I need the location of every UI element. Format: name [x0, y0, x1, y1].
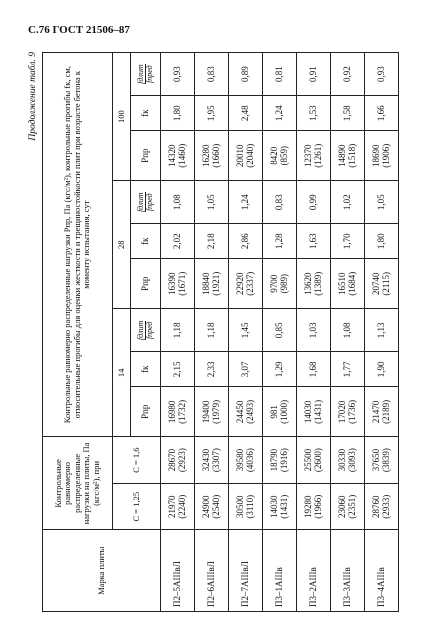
- ratio-28: 1,05: [365, 181, 399, 224]
- plate-mark: П2–7АIIIвЛ: [229, 530, 263, 612]
- table-row: [297, 53, 331, 612]
- load-c16-kgf: (2600): [312, 448, 323, 473]
- f-k-28: 1,70: [331, 224, 365, 259]
- load-c16: [229, 437, 263, 484]
- f-k-28: 1,63: [297, 224, 331, 259]
- p-pr-14-value: 21470: [370, 400, 381, 424]
- load-c16-kgf: (3093): [346, 448, 357, 473]
- ratio-14: 1,03: [297, 309, 331, 352]
- load-c16: [263, 437, 297, 484]
- p-pr-28-kgf: (1671): [176, 271, 187, 296]
- p-pr-100: [161, 131, 195, 181]
- load-c16: [297, 437, 331, 484]
- load-c16: [161, 437, 195, 484]
- p-pr-28-value: 16510: [336, 272, 347, 296]
- table-row: [365, 53, 399, 612]
- p-pr-14: [331, 387, 365, 437]
- f-k-14: 2,15: [161, 352, 195, 387]
- p-pr-100-value: 12370: [302, 144, 313, 167]
- load-c125-kgf: (2933): [380, 494, 391, 519]
- load-c16-value: 25500: [302, 448, 313, 472]
- p-pr-100-value: 20010: [234, 144, 245, 167]
- load-c125-value: 30500: [234, 495, 245, 518]
- ratio-header: [131, 181, 161, 224]
- p-pr-28-value: 9700: [268, 274, 279, 293]
- ratio-fraction: [137, 321, 154, 341]
- ratio-14: 1,45: [229, 309, 263, 352]
- table-row: [263, 53, 297, 612]
- load-c125-kgf: (2351): [346, 494, 357, 519]
- load-c16-kgf: (3839): [380, 448, 391, 473]
- table-row: [195, 53, 229, 612]
- ratio-28: 1,02: [331, 181, 365, 224]
- p-pr-header: Pпр: [131, 387, 161, 437]
- f-k-28: 1,80: [365, 224, 399, 259]
- mark-header: Марка плиты: [43, 530, 161, 612]
- plate-mark: П3–1АIIIв: [263, 530, 297, 612]
- load-c16: [195, 437, 229, 484]
- ratio-numerator: fдлит: [135, 320, 145, 341]
- ratio-100: 0,83: [195, 53, 229, 96]
- ratio-28: 1,08: [161, 181, 195, 224]
- f-k-100: 1,53: [297, 96, 331, 131]
- ratio-14: 1,13: [365, 309, 399, 352]
- p-pr-28-kgf: (1921): [210, 271, 221, 296]
- p-pr-28: [161, 259, 195, 309]
- p-pr-100-kgf: (1261): [312, 143, 323, 168]
- p-pr-100-kgf: (859): [278, 145, 289, 166]
- load-c125-value: 21970: [166, 495, 177, 518]
- ratio-100: 0,93: [365, 53, 399, 96]
- p-pr-14-kgf: (2493): [244, 399, 255, 424]
- p-pr-28-value: 13620: [302, 272, 313, 296]
- p-pr-100: [365, 131, 399, 181]
- ratio-100: 0,89: [229, 53, 263, 96]
- load-c125: [365, 483, 399, 530]
- f-k-100: 1,58: [331, 96, 365, 131]
- ratio-100: 0,92: [331, 53, 365, 96]
- p-pr-14: [365, 387, 399, 437]
- p-pr-header: Pпр: [131, 259, 161, 309]
- plate-mark: П2–5АIIIвЛ: [161, 530, 195, 612]
- p-pr-28-kgf: (1684): [346, 271, 357, 296]
- p-pr-14-kgf: (1736): [346, 399, 357, 424]
- f-k-14: 1,68: [297, 352, 331, 387]
- ratio-100: 0,93: [161, 53, 195, 96]
- p-pr-28-value: 22920: [234, 272, 245, 296]
- load-c125-kgf: (1431): [278, 494, 289, 519]
- load-c16-value: 39580: [234, 448, 245, 472]
- load-c16-value: 28670: [166, 448, 177, 472]
- f-k-header: fк: [131, 96, 161, 131]
- p-pr-28-kgf: (2115): [380, 271, 391, 296]
- p-pr-28-value: 20740: [370, 272, 381, 296]
- continuation-caption: Продолжение табл. 9: [28, 52, 38, 141]
- p-pr-100-kgf: (2040): [244, 143, 255, 168]
- p-pr-28: [297, 259, 331, 309]
- p-pr-28-value: 16390: [166, 272, 177, 296]
- data-table: [42, 52, 399, 612]
- c16-header: C = 1,6: [113, 437, 161, 484]
- f-k-14: 2,33: [195, 352, 229, 387]
- age28-header: 28: [113, 181, 131, 309]
- p-pr-100-value: 14890: [336, 144, 347, 167]
- p-pr-28: [263, 259, 297, 309]
- f-k-14: 3,07: [229, 352, 263, 387]
- ratio-14: 1,18: [161, 309, 195, 352]
- p-pr-100: [331, 131, 365, 181]
- ratio-header: [131, 53, 161, 96]
- p-pr-14: [161, 387, 195, 437]
- load-c16-kgf: (2923): [176, 448, 187, 473]
- table-row: [229, 53, 263, 612]
- age14-header: 14: [113, 309, 131, 437]
- plate-mark: П2–6АIIIвЛ: [195, 530, 229, 612]
- p-pr-28: [365, 259, 399, 309]
- ratio-28: 1,05: [195, 181, 229, 224]
- load-c125: [263, 483, 297, 530]
- load-c16-value: 18790: [268, 448, 279, 472]
- f-k-header: fк: [131, 224, 161, 259]
- load-c16-kgf: (3307): [210, 448, 221, 473]
- p-pr-14-kgf: (1431): [312, 399, 323, 424]
- page-header: С.76 ГОСТ 21506–87: [28, 24, 130, 36]
- load-c16-value: 30330: [336, 448, 347, 472]
- p-pr-28: [331, 259, 365, 309]
- p-pr-14-value: 24450: [234, 400, 245, 424]
- ratio-header: [131, 309, 161, 352]
- table-row: [161, 53, 195, 612]
- load-c125-value: 19280: [302, 495, 313, 518]
- p-pr-14-kgf: (1000): [278, 399, 289, 424]
- plate-mark: П3–4АIIIв: [365, 530, 399, 612]
- p-pr-14: [229, 387, 263, 437]
- ratio-denominator: fпред: [144, 193, 154, 212]
- f-k-14: 1,29: [263, 352, 297, 387]
- f-k-100: 1,80: [161, 96, 195, 131]
- ratio-28: 0,83: [263, 181, 297, 224]
- p-pr-14: [263, 387, 297, 437]
- main-header: Контрольные равномерно распределенные нагрузки Pпр, Па (кгс/м²), контрольные прогибы fк, см, относительные прогибы для оценки жесткости и трещиностойкости плит при возрасте бетона к моменту испытания, сут: [43, 53, 113, 437]
- p-pr-100-kgf: (1460): [176, 143, 187, 168]
- p-pr-header: Pпр: [131, 131, 161, 181]
- ratio-28: 1,24: [229, 181, 263, 224]
- p-pr-100-kgf: (1518): [346, 143, 357, 168]
- p-pr-14-value: 19400: [200, 400, 211, 424]
- ratio-100: 0,81: [263, 53, 297, 96]
- ratio-14: 1,18: [195, 309, 229, 352]
- table-row: [331, 53, 365, 612]
- ratio-denominator: fпред: [144, 321, 154, 340]
- load-c125: [161, 483, 195, 530]
- ratio-fraction: [137, 64, 154, 84]
- p-pr-28-kgf: (989): [278, 274, 289, 294]
- ratio-100: 0,91: [297, 53, 331, 96]
- p-pr-100: [263, 131, 297, 181]
- load-c125-kgf: (3110): [244, 494, 255, 519]
- f-k-14: 1,90: [365, 352, 399, 387]
- f-k-28: 2,02: [161, 224, 195, 259]
- p-pr-14: [195, 387, 229, 437]
- ratio-numerator: fдлит: [135, 192, 145, 213]
- p-pr-28-kgf: (1389): [312, 271, 323, 296]
- load-c125-value: 23060: [336, 495, 347, 518]
- p-pr-14-value: 981: [268, 405, 279, 419]
- load-c16-value: 37650: [370, 448, 381, 472]
- plate-mark: П3–2АIIIв: [297, 530, 331, 612]
- p-pr-100-value: 8420: [268, 146, 279, 165]
- p-pr-100: [297, 131, 331, 181]
- p-pr-100-value: 18690: [370, 144, 381, 167]
- ratio-fraction: [137, 193, 154, 213]
- f-k-28: 2,86: [229, 224, 263, 259]
- p-pr-100: [229, 131, 263, 181]
- load-c125-kgf: (1966): [312, 494, 323, 519]
- load-c16: [365, 437, 399, 484]
- p-pr-14-kgf: (1979): [210, 399, 221, 424]
- f-k-28: 1,28: [263, 224, 297, 259]
- load-c16-kgf: (1916): [278, 448, 289, 473]
- ratio-denominator: fпред: [144, 65, 154, 83]
- f-k-100: 1,24: [263, 96, 297, 131]
- p-pr-14: [297, 387, 331, 437]
- load-c16-kgf: (4036): [244, 448, 255, 473]
- c125-header: C = 1,25: [113, 483, 161, 530]
- control-loads-header: Контрольные равномерно распределенные нагрузки на плиты, Па (кгс/м²), при: [43, 437, 113, 530]
- load-c125-kgf: (2540): [210, 494, 221, 519]
- load-c125-value: 24900: [200, 495, 211, 518]
- ratio-28: 0,99: [297, 181, 331, 224]
- load-c16-value: 32430: [200, 448, 211, 472]
- f-k-header: fк: [131, 352, 161, 387]
- p-pr-28-kgf: (2337): [244, 271, 255, 296]
- load-c16: [331, 437, 365, 484]
- load-c125: [331, 483, 365, 530]
- p-pr-14-kgf: (1732): [176, 399, 187, 424]
- load-c125: [195, 483, 229, 530]
- p-pr-28: [195, 259, 229, 309]
- ratio-numerator: fдлит: [135, 64, 145, 84]
- p-pr-100-kgf: (1660): [210, 143, 221, 168]
- load-c125-value: 14030: [268, 495, 279, 518]
- f-k-100: 2,48: [229, 96, 263, 131]
- ratio-14: 1,08: [331, 309, 365, 352]
- ratio-14: 0,85: [263, 309, 297, 352]
- load-c125: [297, 483, 331, 530]
- load-c125-value: 28760: [370, 495, 381, 518]
- p-pr-14-value: 14030: [302, 400, 313, 424]
- p-pr-100-kgf: (1906): [380, 143, 391, 168]
- p-pr-100-value: 14320: [166, 144, 177, 167]
- p-pr-100: [195, 131, 229, 181]
- load-c125-kgf: (2240): [176, 494, 187, 519]
- p-pr-14-value: 16980: [166, 400, 177, 424]
- f-k-28: 2,18: [195, 224, 229, 259]
- f-k-100: 1,66: [365, 96, 399, 131]
- p-pr-14-kgf: (2189): [380, 399, 391, 424]
- age100-header: 100: [113, 53, 131, 181]
- load-c125: [229, 483, 263, 530]
- rotated-table-block: [28, 52, 391, 612]
- p-pr-28-value: 18840: [200, 272, 211, 296]
- f-k-14: 1,77: [331, 352, 365, 387]
- plate-mark: П3–3АIIIв: [331, 530, 365, 612]
- p-pr-28: [229, 259, 263, 309]
- p-pr-100-value: 16280: [200, 144, 211, 167]
- p-pr-14-value: 17020: [336, 400, 347, 424]
- f-k-100: 1,95: [195, 96, 229, 131]
